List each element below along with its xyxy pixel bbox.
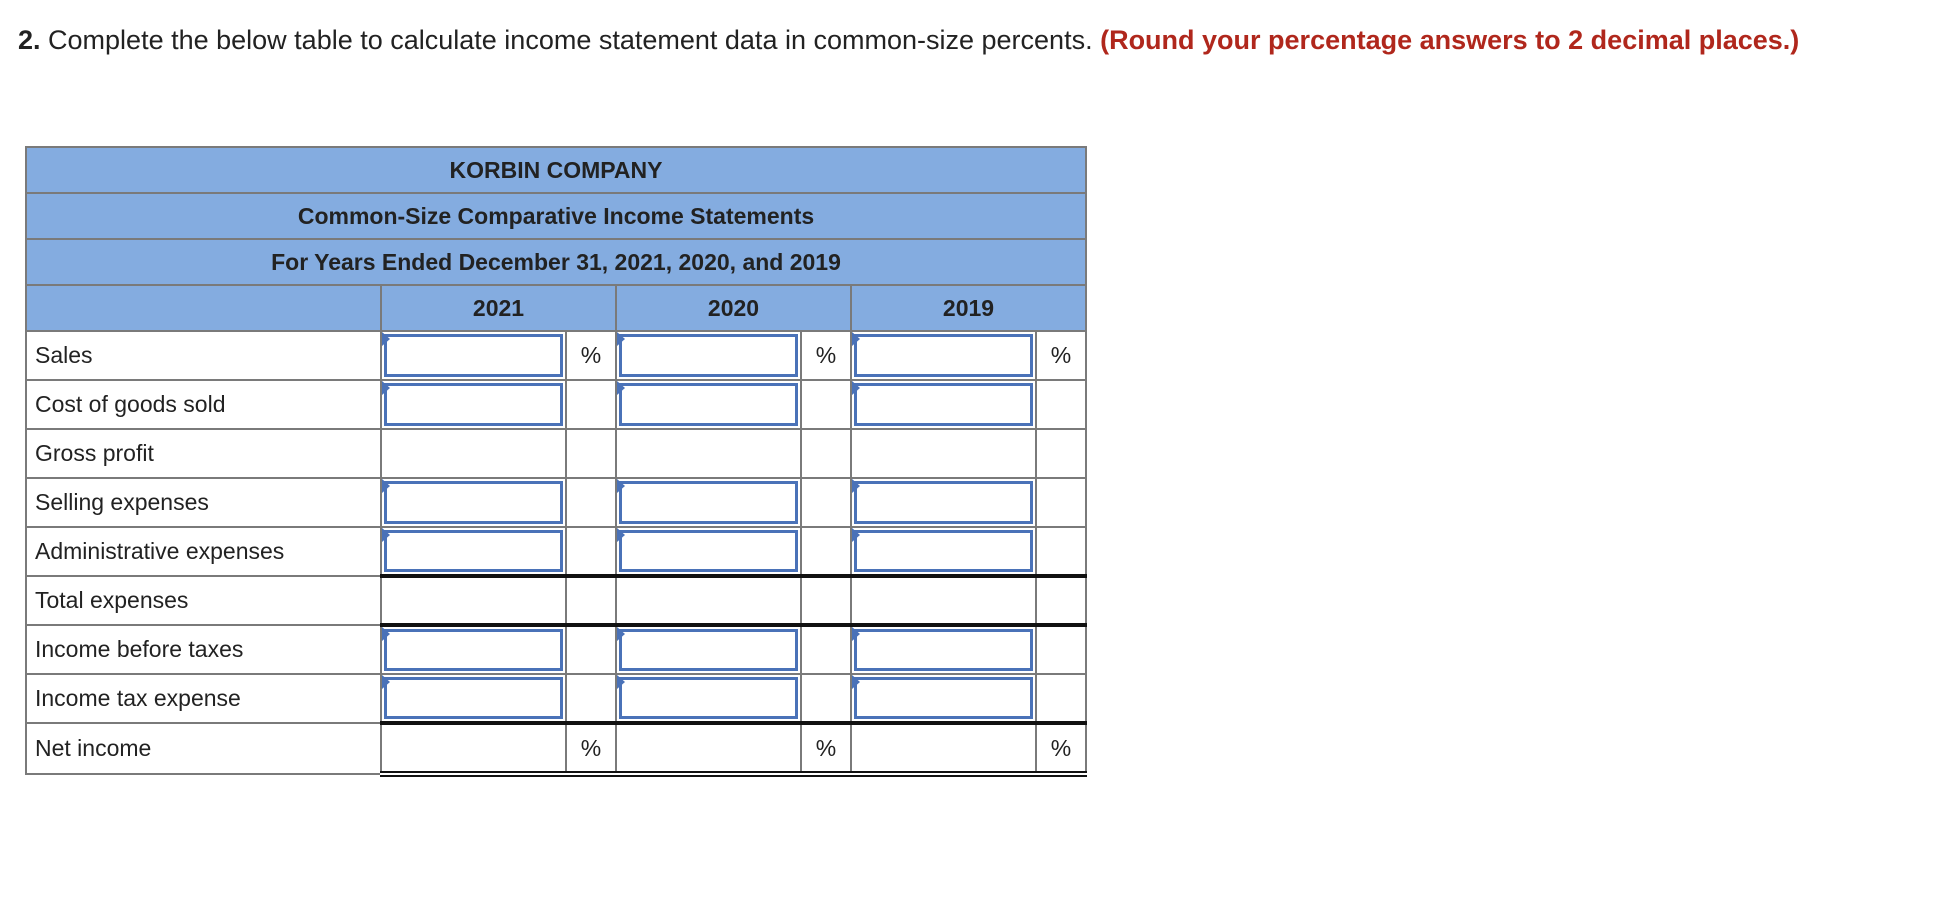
percent-sign-cell xyxy=(1036,625,1086,674)
percent-input[interactable] xyxy=(619,677,798,719)
table-row xyxy=(26,723,1086,774)
common-size-income-table xyxy=(25,146,1087,777)
header-blank xyxy=(26,285,381,331)
row-label: Total expenses xyxy=(26,576,381,625)
input-marker-icon xyxy=(617,675,625,689)
value-cell-2020[interactable] xyxy=(616,625,801,674)
table-row xyxy=(26,429,1086,478)
percent-sign: % xyxy=(815,734,837,761)
value-cell-2021 xyxy=(381,429,566,478)
percent-input[interactable] xyxy=(384,383,563,426)
value-cell-2021[interactable] xyxy=(381,331,566,380)
question-number: 2. xyxy=(18,25,41,55)
value-cell-2021 xyxy=(381,576,566,625)
percent-input[interactable] xyxy=(854,677,1033,719)
percent-sign-cell xyxy=(801,527,851,576)
row-label: Income tax expense xyxy=(26,674,381,723)
percent-input[interactable] xyxy=(619,629,798,671)
input-marker-icon xyxy=(382,627,390,641)
input-marker-icon xyxy=(852,479,860,493)
input-marker-icon xyxy=(382,381,390,395)
value-cell-2019[interactable] xyxy=(851,380,1036,429)
percent-input[interactable] xyxy=(854,383,1033,426)
company-name: KORBIN COMPANY xyxy=(26,147,1086,193)
rounding-instruction: (Round your percentage answers to 2 decimal places.) xyxy=(1100,25,1800,55)
table-row xyxy=(26,527,1086,576)
year-header: 2021 xyxy=(381,285,616,331)
input-marker-icon xyxy=(852,675,860,689)
value-cell-2020[interactable] xyxy=(616,478,801,527)
percent-input[interactable] xyxy=(854,629,1033,671)
value-cell-2021[interactable] xyxy=(381,625,566,674)
percent-sign-cell xyxy=(801,331,851,380)
input-marker-icon xyxy=(852,528,860,542)
percent-sign-cell xyxy=(1036,723,1086,774)
row-label: Net income xyxy=(26,723,381,774)
year-header: 2019 xyxy=(851,285,1086,331)
percent-input[interactable] xyxy=(384,481,563,524)
value-cell-2021[interactable] xyxy=(381,478,566,527)
percent-sign-cell xyxy=(801,674,851,723)
percent-sign-cell xyxy=(1036,478,1086,527)
percent-sign: % xyxy=(580,342,602,368)
value-cell-2020[interactable] xyxy=(616,674,801,723)
table-row xyxy=(26,576,1086,625)
value-cell-2020 xyxy=(616,723,801,774)
percent-sign: % xyxy=(815,342,837,368)
value-cell-2020[interactable] xyxy=(616,527,801,576)
percent-sign-cell xyxy=(801,429,851,478)
row-label: Income before taxes xyxy=(26,625,381,674)
table-row xyxy=(26,674,1086,723)
table-row xyxy=(26,380,1086,429)
value-cell-2021[interactable] xyxy=(381,674,566,723)
input-marker-icon xyxy=(852,381,860,395)
table-row xyxy=(26,331,1086,380)
input-marker-icon xyxy=(617,627,625,641)
value-cell-2019[interactable] xyxy=(851,527,1036,576)
input-marker-icon xyxy=(852,332,860,346)
input-marker-icon xyxy=(617,528,625,542)
percent-input[interactable] xyxy=(619,383,798,426)
value-cell-2021 xyxy=(381,723,566,774)
percent-sign-cell xyxy=(566,674,616,723)
row-label: Selling expenses xyxy=(26,478,381,527)
percent-sign-cell xyxy=(566,527,616,576)
row-label: Sales xyxy=(26,331,381,380)
input-marker-icon xyxy=(382,479,390,493)
percent-sign: % xyxy=(1050,342,1072,368)
percent-sign-cell xyxy=(566,478,616,527)
percent-sign: % xyxy=(1050,734,1072,761)
input-marker-icon xyxy=(852,627,860,641)
percent-sign-cell xyxy=(801,625,851,674)
input-marker-icon xyxy=(617,332,625,346)
value-cell-2021[interactable] xyxy=(381,527,566,576)
statement-title: Common-Size Comparative Income Statements xyxy=(26,193,1086,239)
input-marker-icon xyxy=(382,332,390,346)
row-label: Gross profit xyxy=(26,429,381,478)
row-label: Cost of goods sold xyxy=(26,380,381,429)
row-label: Administrative expenses xyxy=(26,527,381,576)
input-marker-icon xyxy=(617,381,625,395)
value-cell-2019[interactable] xyxy=(851,478,1036,527)
value-cell-2021[interactable] xyxy=(381,380,566,429)
percent-sign-cell xyxy=(1036,380,1086,429)
percent-sign-cell xyxy=(1036,576,1086,625)
percent-sign-cell xyxy=(801,478,851,527)
value-cell-2019 xyxy=(851,723,1036,774)
percent-sign-cell xyxy=(566,380,616,429)
percent-sign-cell xyxy=(566,625,616,674)
value-cell-2020 xyxy=(616,429,801,478)
value-cell-2020[interactable] xyxy=(616,380,801,429)
percent-input[interactable] xyxy=(619,481,798,524)
value-cell-2019 xyxy=(851,429,1036,478)
percent-input[interactable] xyxy=(384,629,563,671)
percent-sign-cell xyxy=(566,576,616,625)
table-row xyxy=(26,478,1086,527)
percent-input[interactable] xyxy=(854,334,1033,377)
percent-sign-cell xyxy=(1036,331,1086,380)
value-cell-2019[interactable] xyxy=(851,625,1036,674)
year-header: 2020 xyxy=(616,285,851,331)
percent-sign-cell xyxy=(566,331,616,380)
percent-input[interactable] xyxy=(384,334,563,377)
input-marker-icon xyxy=(382,675,390,689)
input-marker-icon xyxy=(617,479,625,493)
question-text xyxy=(18,22,1898,58)
percent-sign-cell xyxy=(566,723,616,774)
value-cell-2019[interactable] xyxy=(851,331,1036,380)
value-cell-2020[interactable] xyxy=(616,331,801,380)
percent-sign-cell xyxy=(1036,429,1086,478)
question-body: Complete the below table to calculate income statement data in common-size percents. xyxy=(40,25,1101,55)
value-cell-2019 xyxy=(851,576,1036,625)
table-row xyxy=(26,625,1086,674)
percent-sign-cell xyxy=(801,576,851,625)
value-cell-2019[interactable] xyxy=(851,674,1036,723)
percent-sign-cell xyxy=(801,723,851,774)
percent-input[interactable] xyxy=(854,481,1033,524)
percent-sign-cell xyxy=(566,429,616,478)
percent-input[interactable] xyxy=(384,530,563,572)
input-marker-icon xyxy=(382,528,390,542)
percent-sign-cell xyxy=(1036,674,1086,723)
percent-sign-cell xyxy=(1036,527,1086,576)
statement-period: For Years Ended December 31, 2021, 2020, and 2019 xyxy=(26,239,1086,285)
percent-input[interactable] xyxy=(619,530,798,572)
percent-input[interactable] xyxy=(384,677,563,719)
percent-input[interactable] xyxy=(619,334,798,377)
percent-input[interactable] xyxy=(854,530,1033,572)
percent-sign-cell xyxy=(801,380,851,429)
percent-sign: % xyxy=(580,734,602,761)
value-cell-2020 xyxy=(616,576,801,625)
